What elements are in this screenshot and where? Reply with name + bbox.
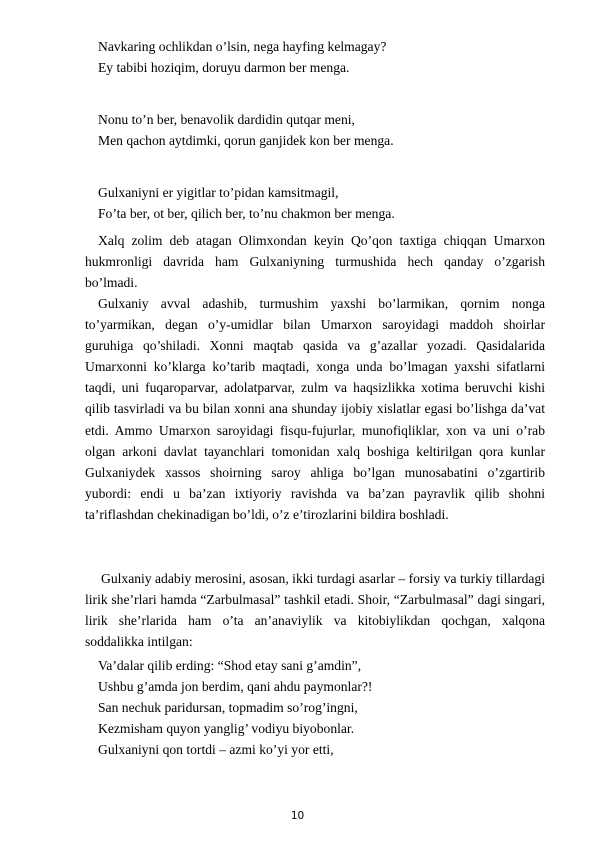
verse-line: Ushbu g’amda jon berdim, qani ahdu paymonlar?! <box>98 679 373 694</box>
body-paragraph: Gulxaniy adabiy merosini, asosan, ikki turdagi asarlar – forsiy va turkiy tillardagi lirik she’rlari hamda “Zarbulmasal” tashkil etadi. Shoir, “Zarbulmasal” dagi singari, lirik she’rlarida ham o’ta an’anaviylik va kitobiylikdan qochgan, xalqona soddalikka intilgan: <box>85 571 545 650</box>
verse-line: Ey tabibi hoziqim, doruyu darmon ber menga. <box>98 60 350 75</box>
verse-line: Nonu to’n ber, benavolik dardidin qutqar meni, <box>98 112 355 127</box>
verse-line: Kezmisham quyon yanglig’ vodiyu biyobonlar. <box>98 721 355 736</box>
verse-line: Gulxaniyni qon tortdi – azmi ko’yi yor etti, <box>98 742 334 757</box>
verse-line: Navkaring ochlikdan o’lsin, nega hayfing kelmagay? <box>98 39 387 54</box>
page-number: 10 <box>290 810 305 822</box>
verse-line: Fo’ta ber, ot ber, qilich ber, to’nu chakmon ber menga. <box>98 206 395 221</box>
verse-line: Gulxaniyni er yigitlar to’pidan kamsitmagil, <box>98 185 339 200</box>
verse-line: San nechuk paridursan, topmadim so’rog’ingni, <box>98 700 358 715</box>
verse-line: Va’dalar qilib erding: “Shod etay sani g’amdin”, <box>98 658 362 673</box>
verse-line: Men qachon aytdimki, qorun ganjidek kon ber menga. <box>98 133 394 148</box>
body-paragraph: Gulxaniy avval adashib, turmushim yaxshi bo’larmikan, qornim nonga to’yarmikan, degan o’y-umidlar bilan Umarxon saroyidagi maddoh shoirlar guruhiga qo’shiladi. Xonni maqtab qasida va g’azallar yozadi. Qasidalarida Umarxonni ko’klarga ko’tarib maqtadi, xonga unda bo’lmagan yaxshi sifatlarni taqdi, uni fuqaroparvar, adolatparvar, zulm va haqsizlikka xotima beruvchi kishi qilib tasvirladi va bu bilan xonni ana shunday ijobiy xislatlar egasi bo’lishga da’vat etdi. Ammo Umarxon saroyidagi fisqu-fujurlar, munofiqliklar, xon va uni o’rab olgan arkoni davlat tayanchlari tomonidan xalq boshiga keltirilgan qora kunlar Gulxaniydek xassos shoirning saroy ahliga bo’lgan munosabatini o’zgartirib yubordi: endi u ba’zan ixtiyoriy ravishda va ba’zan payravlik qilib shohni ta’riflashdan chekinadigan bo’ldi, o’z e’tirozlarini bildira boshladi. <box>85 296 545 522</box>
body-paragraph: Xalq zolim deb atagan Olimxondan keyin Qo’qon taxtiga chiqqan Umarxon hukmronligi davrida ham Gulxaniyning turmushida hech qanday o’zgarish bo’lmadi. <box>85 233 545 291</box>
